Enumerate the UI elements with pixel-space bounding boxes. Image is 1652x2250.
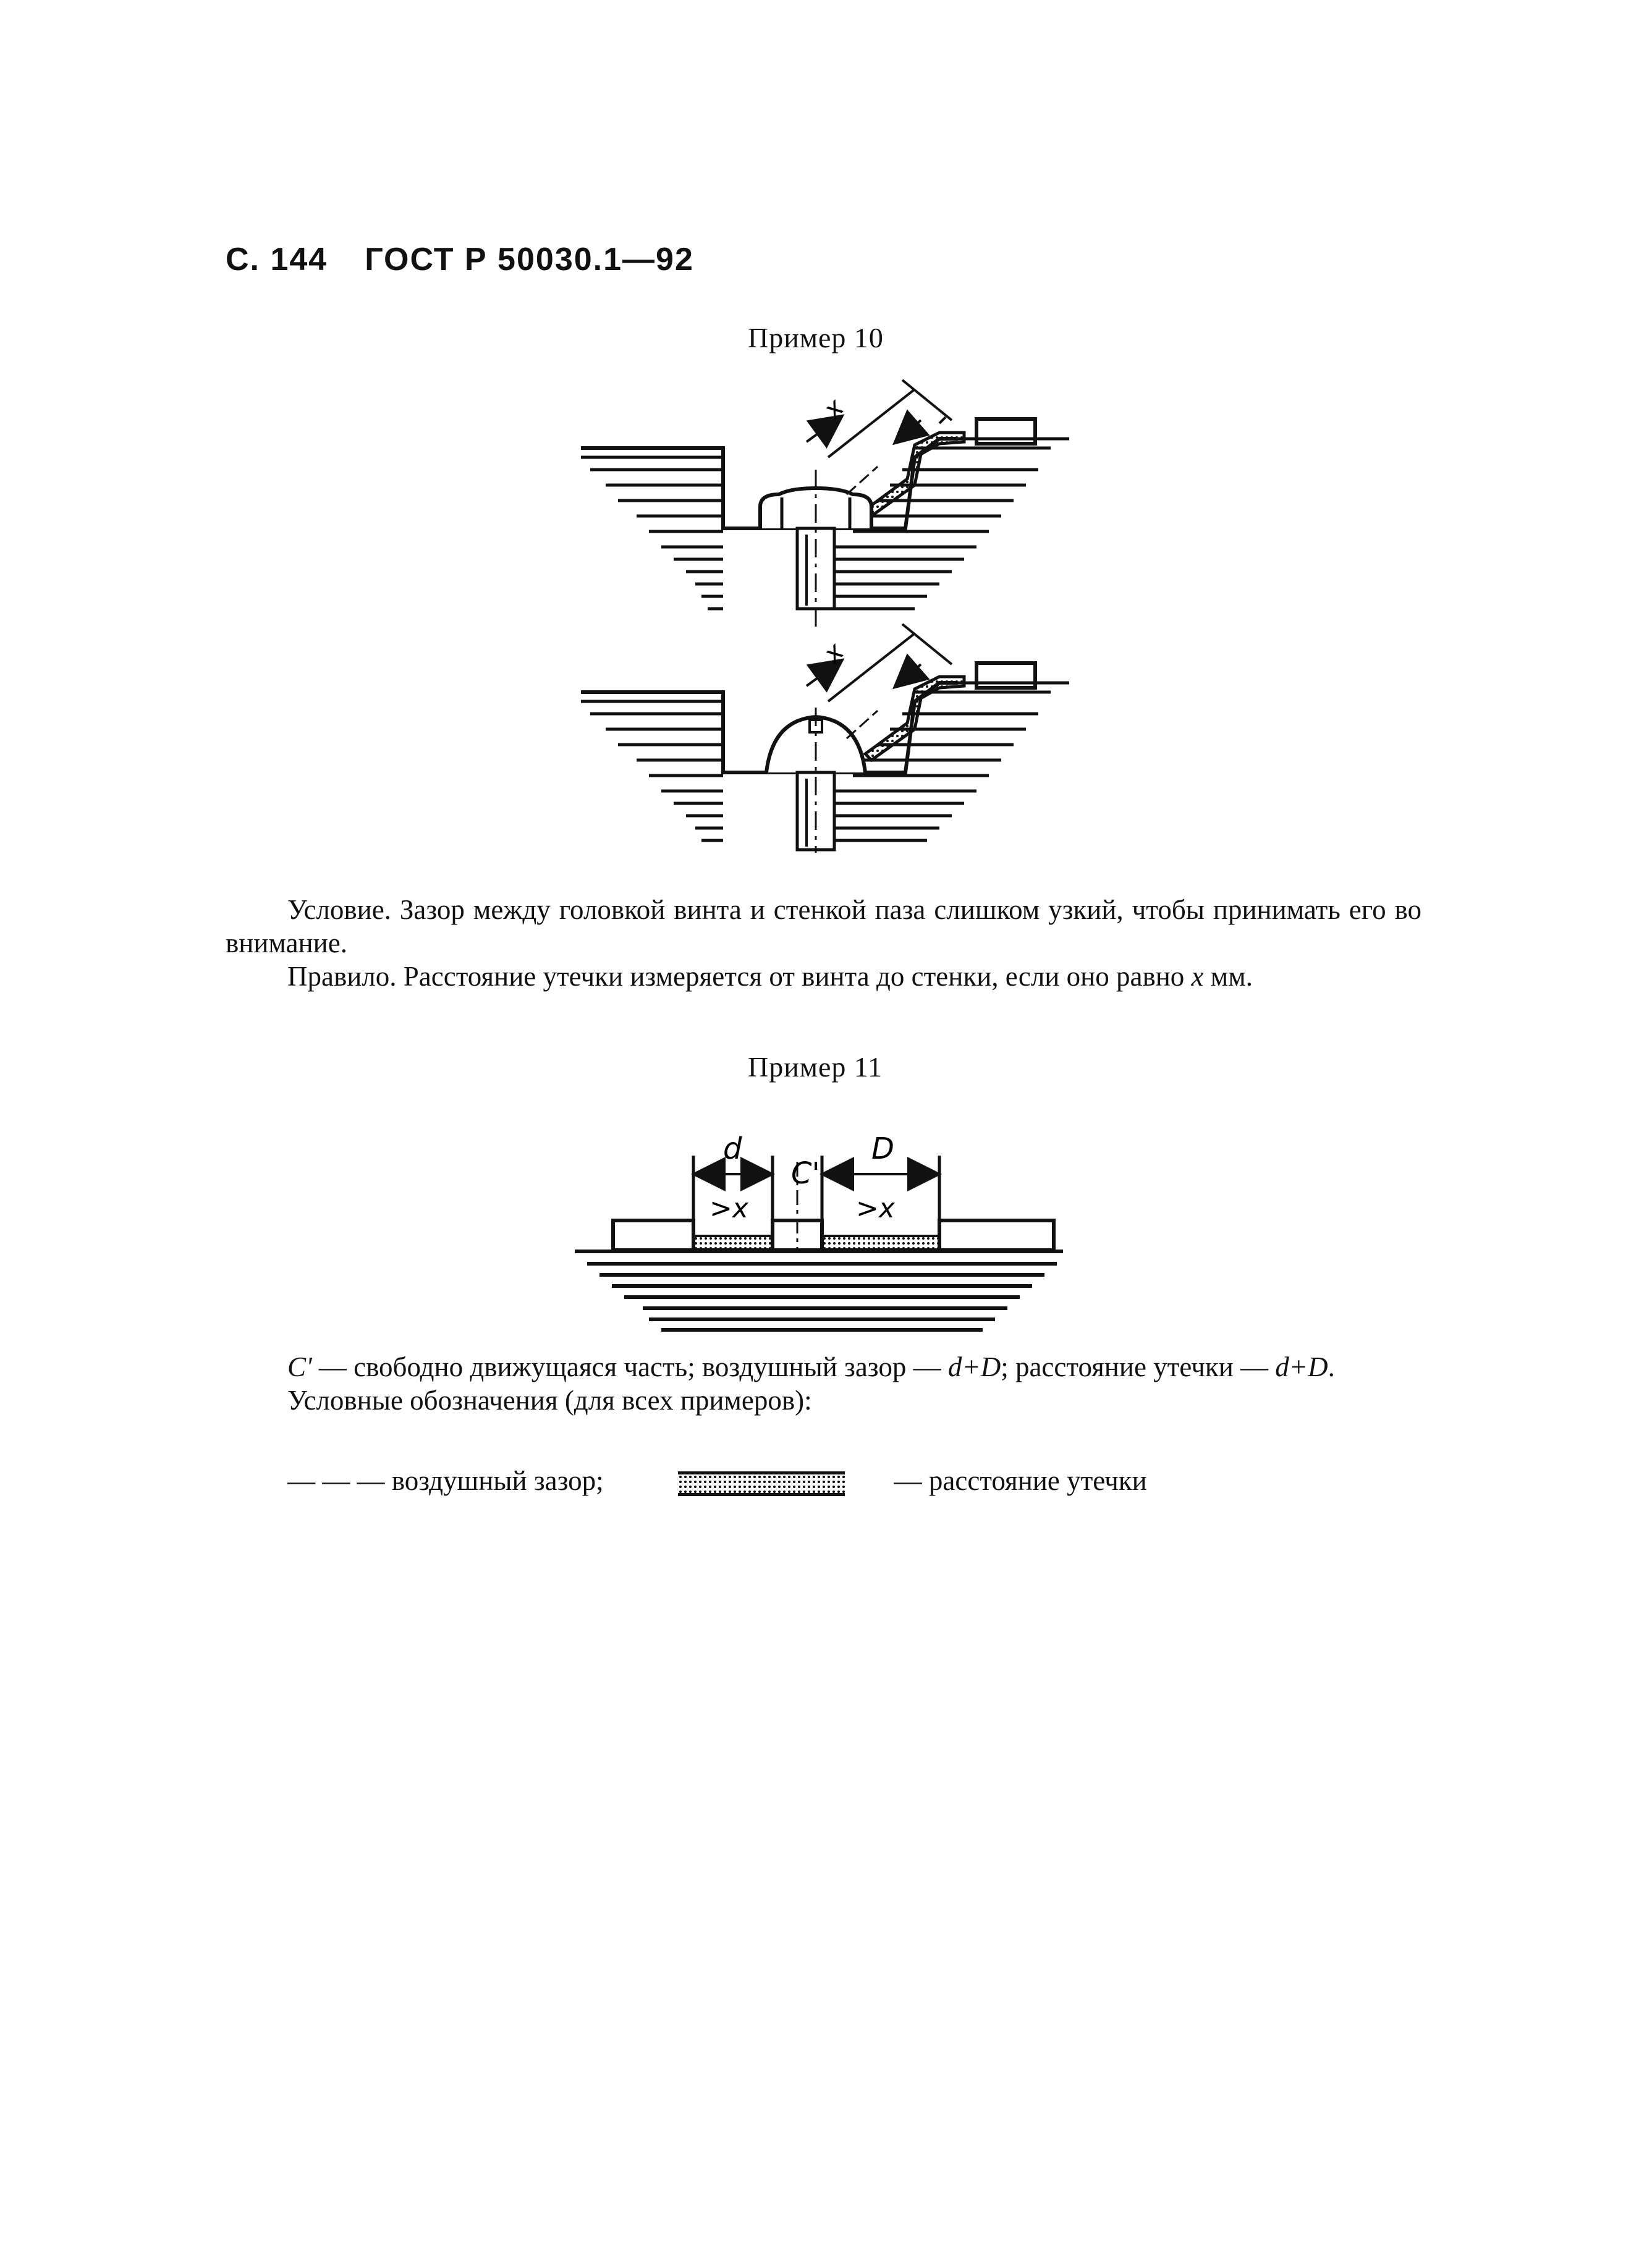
example-10-title: Пример 10 (748, 322, 884, 353)
standard-number: ГОСТ Р 50030.1—92 (365, 242, 694, 277)
rule-text: Правило. Расстояние утечки измеряется от винта до стенки, если оно равно x мм. (287, 961, 1253, 992)
example-11-diagram (575, 1112, 1082, 1341)
example-10-text (226, 893, 1421, 993)
dim-x-bottom: x (817, 636, 850, 669)
legend-air-gap: — — — воздушный зазор; (287, 1465, 604, 1496)
example-10-diagram (569, 371, 1100, 853)
example-11-text (226, 1350, 1421, 1417)
figure-10-bottom (581, 624, 1069, 853)
c-prime-text: C' — свободно движущаяся часть; воздушный зазор — d+D; расстояние утечки — d+D. (287, 1351, 1335, 1382)
legend (287, 1465, 1147, 1497)
page-number: С. 144 (226, 242, 328, 277)
creepage-swatch-icon (678, 1471, 845, 1496)
dim-D: D (871, 1131, 894, 1166)
legend-intro: Условные обозначения (для всех примеров): (287, 1385, 812, 1416)
label-gt-x-right: >x (856, 1193, 895, 1224)
dim-x-top: x (817, 392, 850, 425)
condition-text: Условие. Зазор между головкой винта и стенкой паза слишком узкий, чтобы принимать его во внимание. (226, 894, 1421, 958)
dim-d: d (723, 1131, 742, 1166)
legend-creepage: — расстояние утечки (894, 1465, 1147, 1496)
figure-10-top (581, 380, 1069, 630)
label-gt-x-left: >x (710, 1193, 748, 1224)
label-c-prime: C' (791, 1156, 820, 1191)
example-11-title: Пример 11 (748, 1051, 883, 1083)
page-header (226, 241, 694, 278)
